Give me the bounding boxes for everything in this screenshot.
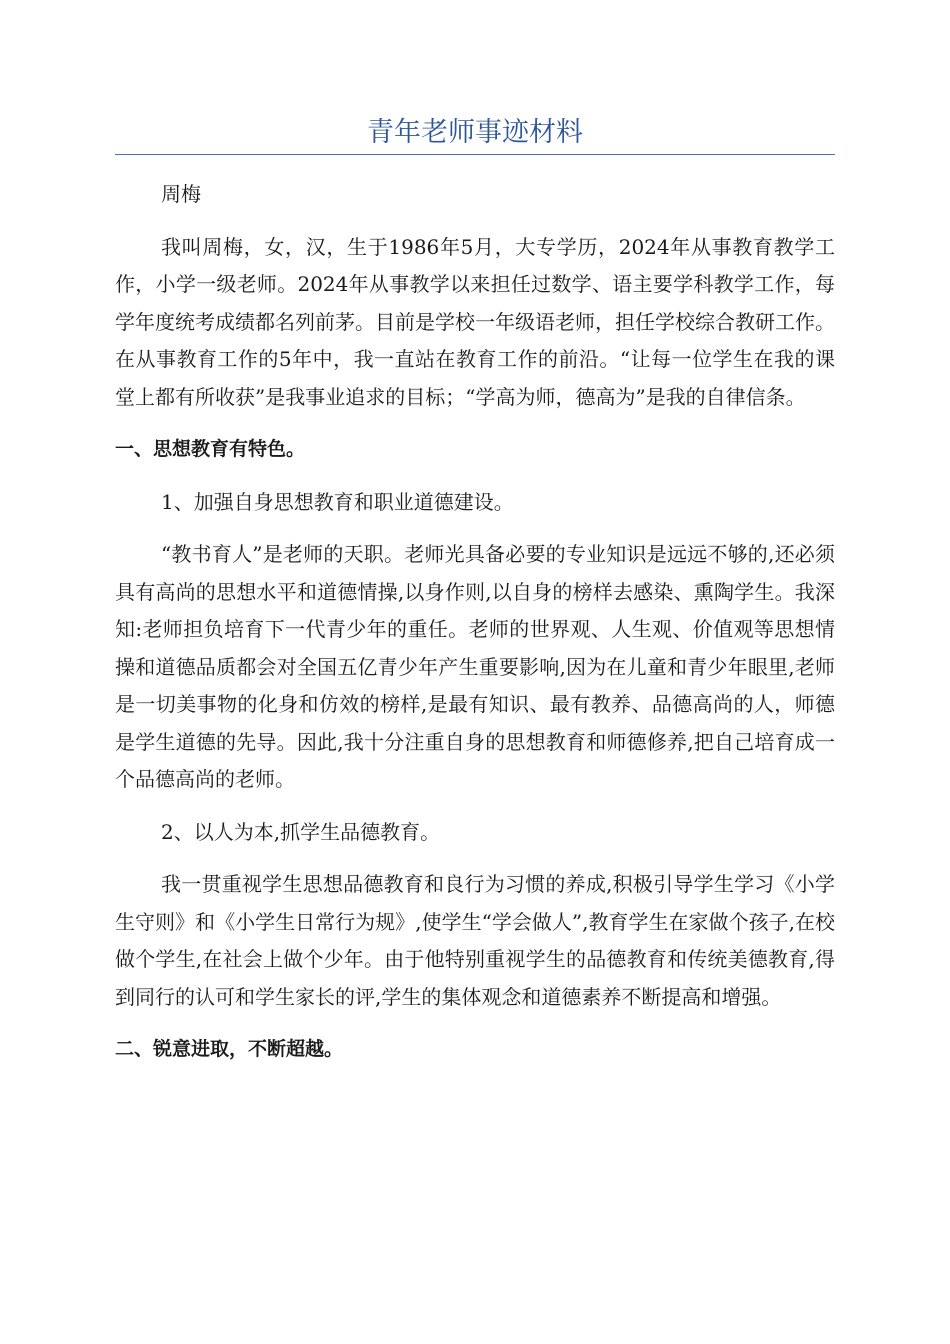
section-1-paragraph-1: “教书育人”是老师的天职。老师光具备必要的专业知识是远远不够的,还必须具有高尚的思想水平和道德情操,以身作则,以自身的榜样去感染、熏陶学生。我深知:老师担负培育下一代青少年的重任。老师的世界观、人生观、价值观等思想情操和道德品质都会对全国五亿青少年产生重要影响,因为在儿童和青少年眼里,老师是一切美事物的化身和仿效的榜样,是最有知识、最有教养、品德高尚的人，师德是学生道德的先导。因此,我十分注重自身的思想教育和师德修养,把自己培育成一个品德高尚的老师。 xyxy=(115,542,835,791)
section-1-subheading-2: 2、以人为本,抓学生品德教育。 xyxy=(161,819,441,844)
section-2-heading: 二、锐意进取，不断超越。 xyxy=(115,1038,344,1060)
section-1-paragraph-2: 我一贯重视学生思想品德教育和良行为习惯的养成,积极引导学生学习《小学生守则》和《小学生日常行为规》,使学生“学会做人”,教育学生在家做个孩子,在校做个学生,在社会上做个少年。由于他特别重视学生的品德教育和传统美德教育,得到同行的认可和学生家长的评,学生的集体观念和道德素养不断提高和增强。 xyxy=(115,872,835,1009)
author-name: 周梅 xyxy=(161,182,201,206)
page-title: 青年老师事迹材料 xyxy=(367,117,583,148)
intro-paragraph: 我叫周梅，女，汉，生于1986年5月，大专学历，2024年从事教育教学工作，小学一级老师。2024年从事教学以来担任过数学、语主要学科教学工作，每学年度统考成绩都名列前茅。目前是学校一年级语老师，担任学校综合教研工作。在从事教育工作的5年中，我一直站在教育工作的前沿。“让每一位学生在我的课堂上都有所收获”是我事业追求的目标；“学高为师，德高为”是我的自律信条。 xyxy=(115,234,835,409)
document-body xyxy=(115,176,835,1069)
section-1-heading: 一、思想教育有特色。 xyxy=(115,438,306,460)
title-underline xyxy=(115,154,835,155)
section-1-subheading-1: 1、加强自身思想教育和职业道德建设。 xyxy=(161,489,514,514)
